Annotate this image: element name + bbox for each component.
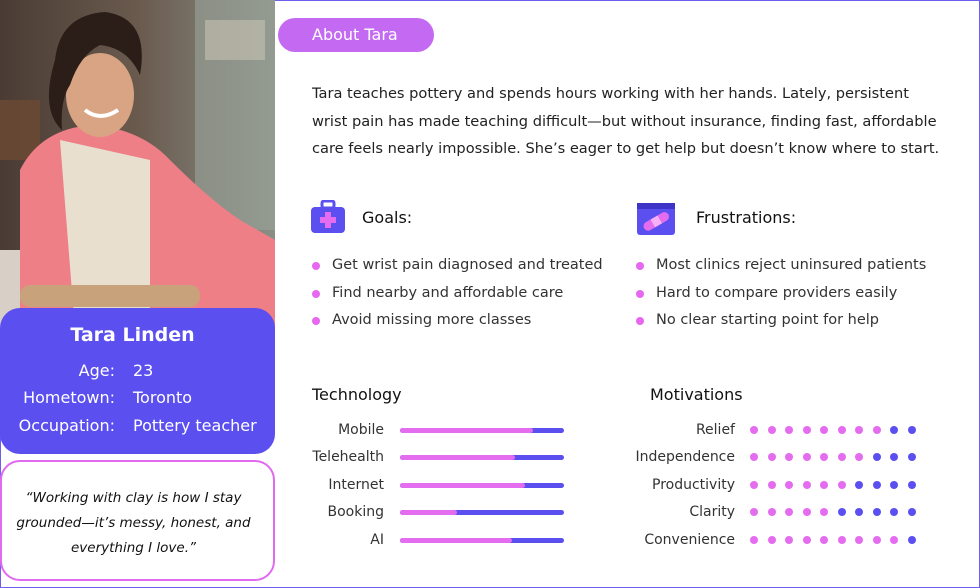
medical-kit-icon bbox=[310, 200, 346, 238]
tech-label: Telehealth bbox=[312, 449, 384, 465]
rating-dot bbox=[768, 481, 776, 489]
rating-dot bbox=[838, 426, 846, 434]
rating-dot bbox=[890, 508, 898, 516]
rating-dot bbox=[908, 481, 916, 489]
motivations-heading: Motivations bbox=[650, 385, 743, 404]
tech-bar-fill bbox=[400, 428, 533, 433]
tech-row bbox=[312, 420, 572, 440]
bullet-dot bbox=[636, 262, 644, 270]
rating-dot bbox=[750, 508, 758, 516]
rating-dot bbox=[803, 426, 811, 434]
tech-bar-fill bbox=[400, 483, 525, 488]
tech-row bbox=[312, 530, 572, 550]
profile-name: Tara Linden bbox=[70, 324, 195, 346]
rating-dot bbox=[890, 426, 898, 434]
rating-dot bbox=[820, 481, 828, 489]
bullet-dot bbox=[636, 290, 644, 298]
hometown-value: Toronto bbox=[133, 388, 193, 407]
rating-dot bbox=[855, 508, 863, 516]
rating-dot bbox=[908, 426, 916, 434]
rating-dot bbox=[873, 426, 881, 434]
profile-card bbox=[0, 308, 275, 454]
rating-dot bbox=[873, 536, 881, 544]
age-label: Age: bbox=[78, 361, 115, 380]
rating-dot bbox=[820, 536, 828, 544]
occupation-label: Occupation: bbox=[18, 416, 115, 435]
rating-dot bbox=[803, 508, 811, 516]
rating-dot bbox=[785, 536, 793, 544]
rating-dot bbox=[838, 536, 846, 544]
portrait-photo bbox=[0, 0, 275, 330]
list-item: No clear starting point for help bbox=[636, 307, 926, 335]
list-item: Hard to compare providers easily bbox=[636, 280, 926, 308]
rating-dot bbox=[873, 481, 881, 489]
rating-dot bbox=[820, 453, 828, 461]
bullet-dot bbox=[312, 262, 320, 270]
motivation-label: Independence bbox=[635, 449, 735, 465]
rating-dot bbox=[750, 426, 758, 434]
rating-dot bbox=[820, 508, 828, 516]
tech-label: Internet bbox=[328, 477, 384, 493]
list-item: Get wrist pain diagnosed and treated bbox=[312, 252, 603, 280]
tech-bar bbox=[400, 455, 564, 460]
rating-dot bbox=[890, 453, 898, 461]
rating-dot bbox=[768, 426, 776, 434]
tech-bar bbox=[400, 428, 564, 433]
tech-bar bbox=[400, 510, 564, 515]
tech-bar-fill bbox=[400, 510, 457, 515]
frustrations-heading: Frustrations: bbox=[696, 208, 797, 227]
rating-dot bbox=[750, 536, 758, 544]
tech-bar bbox=[400, 483, 564, 488]
rating-dot bbox=[750, 481, 758, 489]
rating-dot bbox=[750, 453, 758, 461]
motivation-row bbox=[630, 420, 930, 440]
quote-text: “Working with clay is how I stay grounded—it’s messy, honest, and everything I love.” bbox=[16, 490, 251, 556]
rating-dot bbox=[908, 453, 916, 461]
rating-dot bbox=[803, 481, 811, 489]
rating-dot bbox=[785, 453, 793, 461]
goals-heading: Goals: bbox=[362, 208, 413, 227]
bullet-dot bbox=[636, 317, 644, 325]
tech-bar-fill bbox=[400, 455, 515, 460]
motivation-label: Convenience bbox=[644, 532, 735, 548]
rating-dot bbox=[838, 453, 846, 461]
rating-dot bbox=[785, 426, 793, 434]
tech-row bbox=[312, 502, 572, 522]
technology-heading: Technology bbox=[312, 385, 402, 404]
rating-dot bbox=[803, 453, 811, 461]
rating-dot bbox=[890, 481, 898, 489]
tech-label: Mobile bbox=[338, 422, 384, 438]
rating-dot bbox=[785, 508, 793, 516]
rating-dot bbox=[855, 453, 863, 461]
rating-dot bbox=[768, 453, 776, 461]
rating-dot bbox=[768, 536, 776, 544]
tech-row bbox=[312, 447, 572, 467]
goals-list bbox=[312, 252, 603, 335]
tech-bar-fill bbox=[400, 538, 512, 543]
tech-label: Booking bbox=[327, 504, 384, 520]
rating-dot bbox=[855, 536, 863, 544]
rating-dot bbox=[838, 481, 846, 489]
tech-label: AI bbox=[370, 532, 384, 548]
rating-dot bbox=[855, 426, 863, 434]
motivation-row bbox=[630, 447, 930, 467]
motivation-label: Relief bbox=[695, 422, 735, 438]
motivation-row bbox=[630, 475, 930, 495]
bullet-dot bbox=[312, 317, 320, 325]
quote-card bbox=[0, 460, 275, 581]
list-item: Find nearby and affordable care bbox=[312, 280, 603, 308]
age-value: 23 bbox=[133, 361, 154, 380]
list-item: Avoid missing more classes bbox=[312, 307, 603, 335]
rating-dot bbox=[873, 508, 881, 516]
bandage-box-icon bbox=[636, 200, 676, 240]
rating-dot bbox=[908, 536, 916, 544]
rating-dot bbox=[873, 453, 881, 461]
motivation-label: Productivity bbox=[652, 477, 735, 493]
motivation-label: Clarity bbox=[689, 504, 735, 520]
hometown-label: Hometown: bbox=[23, 388, 115, 407]
frustrations-list bbox=[636, 252, 926, 335]
about-text: Tara teaches pottery and spends hours working with her hands. Lately, persistent wrist pain has made teaching difficult—but without insurance, finding fast, affordable care feels nearly impossible. She’s eager to get help but doesn’t know where to start. bbox=[312, 85, 940, 157]
rating-dot bbox=[908, 508, 916, 516]
occupation-value: Pottery teacher bbox=[133, 416, 257, 435]
motivation-row bbox=[630, 530, 930, 550]
rating-dot bbox=[890, 536, 898, 544]
bullet-dot bbox=[312, 290, 320, 298]
rating-dot bbox=[768, 508, 776, 516]
rating-dot bbox=[803, 536, 811, 544]
motivation-row bbox=[630, 502, 930, 522]
about-heading: About Tara bbox=[278, 18, 434, 52]
rating-dot bbox=[838, 508, 846, 516]
rating-dot bbox=[785, 481, 793, 489]
list-item: Most clinics reject uninsured patients bbox=[636, 252, 926, 280]
tech-row bbox=[312, 475, 572, 495]
rating-dot bbox=[820, 426, 828, 434]
rating-dot bbox=[855, 481, 863, 489]
tech-bar bbox=[400, 538, 564, 543]
